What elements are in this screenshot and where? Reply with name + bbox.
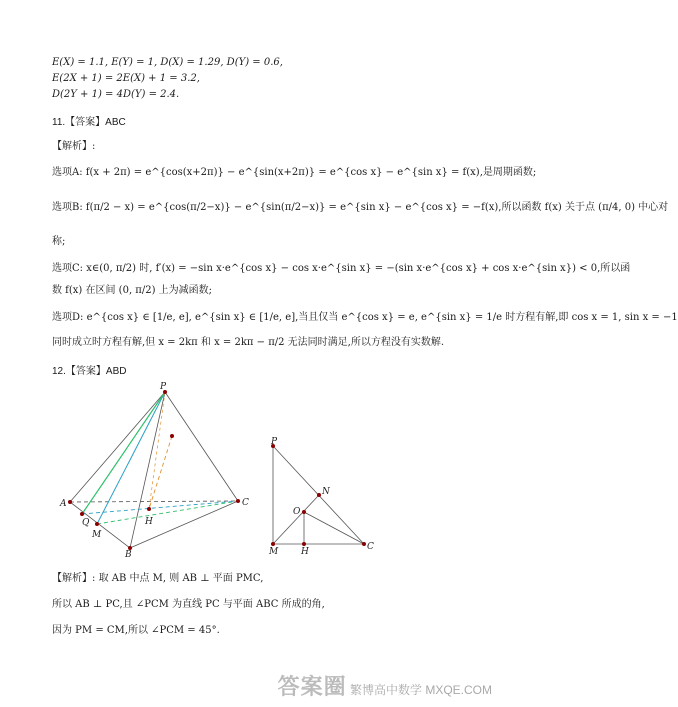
q12-line-2: 所以 AB ⊥ PC,且 ∠PCM 为直线 PC 与平面 ABC 所成的角,	[52, 599, 325, 610]
q11-option-c: 选项C: x∈(0, π/2) 时, f′(x) = −sin x·e^{cos x} − cos x·e^{sin x} = −(sin x·e^{cos x} + cos x·e^{sin x}) < 0,所以函	[52, 263, 631, 274]
point2-c	[362, 542, 366, 546]
q11-option-c-cont: 数 f(x) 在区间 (0, π/2) 上为减函数;	[52, 285, 213, 296]
label-m: M	[92, 530, 102, 540]
label-q: Q	[82, 518, 90, 528]
point-m	[95, 522, 99, 526]
q12-jiexi-text: 取 AB 中点 M, 则 AB ⊥ 平面 PMC,	[98, 573, 264, 584]
point2-o	[302, 510, 306, 514]
line-e2x: E(2X + 1) = 2E(X) + 1 = 3.2,	[52, 73, 200, 84]
q11-answer: 11.【答案】ABC	[52, 117, 126, 128]
q12-jiexi-label: 【解析】:	[52, 573, 96, 584]
point-c	[236, 499, 240, 503]
cross-section-figure	[262, 436, 382, 556]
watermark-logo: 答案圈	[277, 674, 347, 699]
label2-o: O	[293, 507, 301, 517]
point-n	[170, 434, 174, 438]
label2-c: C	[367, 542, 374, 552]
label-b: B	[125, 550, 132, 560]
q12-line-3: 因为 PM = CM,所以 ∠PCM = 45°.	[52, 625, 220, 636]
q12-answer: 12.【答案】ABD	[52, 366, 127, 377]
line-ex-ey: E(X) = 1.1, E(Y) = 1, D(X) = 1.29, D(Y) = 0.6,	[52, 57, 283, 68]
point-q	[80, 512, 84, 516]
q11-option-b-cont: 称;	[52, 236, 66, 247]
q11-option-d: 选项D: e^{cos x} ∈ [1/e, e], e^{sin x} ∈ [1/e, e],当且仅当 e^{cos x} = e, e^{sin x} = 1/e 时方程有解,即 cos x = 1, sin x = −1	[52, 312, 678, 323]
q11-jiexi: 【解析】:	[52, 141, 96, 152]
label-h: H	[145, 517, 153, 527]
point2-n	[317, 493, 321, 497]
label2-p: P	[271, 437, 278, 447]
label-c: C	[242, 498, 249, 508]
point-a	[68, 500, 72, 504]
point2-h	[302, 542, 306, 546]
q11-option-a: 选项A: f(x + 2π) = e^{cos(x+2π)} − e^{sin(x+2π)} = e^{cos x} − e^{sin x} = f(x),是周期函数;	[52, 167, 537, 178]
q11-option-b: 选项B: f(π/2 − x) = e^{cos(π/2−x)} − e^{sin(π/2−x)} = e^{sin x} − e^{cos x} = −f(x),所以函数 f(x) 关于点 (π/4, 0) 中心对	[52, 202, 669, 213]
q11-option-d-cont: 同时成立时方程有解,但 x = 2kπ 和 x = 2kπ − π/2 无法同时满足,所以方程没有实数解.	[52, 337, 445, 348]
watermark-text: 繁博高中数学 MXQE.COM	[349, 683, 492, 697]
label2-n: N	[322, 487, 330, 497]
point-h	[147, 507, 151, 511]
label-a: A	[60, 499, 67, 509]
line-d2y: D(2Y + 1) = 4D(Y) = 2.4.	[52, 89, 180, 100]
tetrahedron-figure	[52, 378, 262, 558]
label2-m: M	[269, 547, 279, 557]
label2-h: H	[301, 547, 309, 557]
point2-m	[271, 542, 275, 546]
label-p: P	[160, 382, 167, 392]
watermark	[278, 670, 492, 701]
q12-jiexi	[52, 572, 263, 586]
